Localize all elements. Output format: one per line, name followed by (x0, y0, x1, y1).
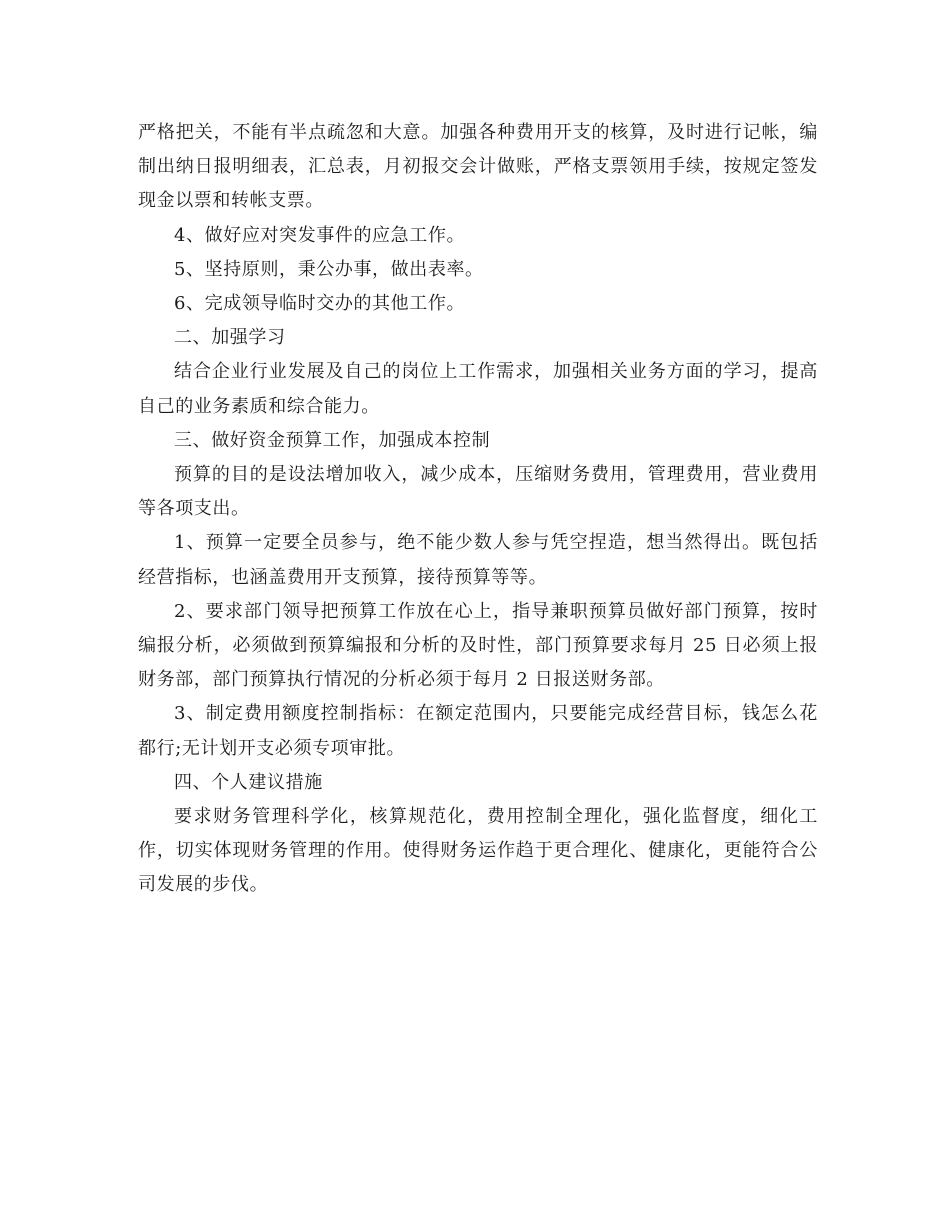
paragraph: 1、预算一定要全员参与，绝不能少数人参与凭空捏造，想当然得出。既包括经营指标，也涵盖费用开支预算，接待预算等等。 (138, 532, 818, 588)
section-heading: 三、做好资金预算工作，加强成本控制 (174, 429, 491, 451)
paragraph: 4、做好应对突发事件的应急工作。 (174, 224, 466, 246)
paragraph: 要求财务管理科学化，核算规范化，费用控制全理化，强化监督度，细化工作，切实体现财务管理的作用。使得财务运作趋于更合理化、健康化，更能符合公司发展的步伐。 (138, 806, 818, 896)
paragraph: 2、要求部门领导把预算工作放在心上，指导兼职预算员做好部门预算，按时编报分析，必须做到预算编报和分析的及时性，部门预算要求每月 25 日必须上报财务部，部门预算执行情况的分析必须于每月 2 日报送财务部。 (138, 600, 818, 691)
paragraph: 严格把关，不能有半点疏忽和大意。加强各种费用开支的核算，及时进行记帐，编制出纳日报明细表，汇总表，月初报交会计做账，严格支票领用手续，按规定签发现金以票和转帐支票。 (138, 122, 818, 212)
section-heading: 四、个人建议措施 (174, 771, 323, 793)
paragraph: 6、完成领导临时交办的其他工作。 (174, 293, 466, 315)
document-body (138, 116, 818, 903)
paragraph: 5、坚持原则，秉公办事，做出表率。 (174, 258, 484, 280)
paragraph: 预算的目的是设法增加收入，减少成本，压缩财务费用，管理费用，营业费用等各项支出。 (138, 464, 818, 520)
paragraph: 结合企业行业发展及自己的岗位上工作需求，加强相关业务方面的学习，提高自己的业务素质和综合能力。 (138, 361, 818, 417)
section-heading: 二、加强学习 (174, 327, 286, 349)
paragraph: 3、制定费用额度控制指标：在额定范围内，只要能完成经营目标，钱怎么花都行;无计划开支必须专项审批。 (138, 703, 818, 759)
